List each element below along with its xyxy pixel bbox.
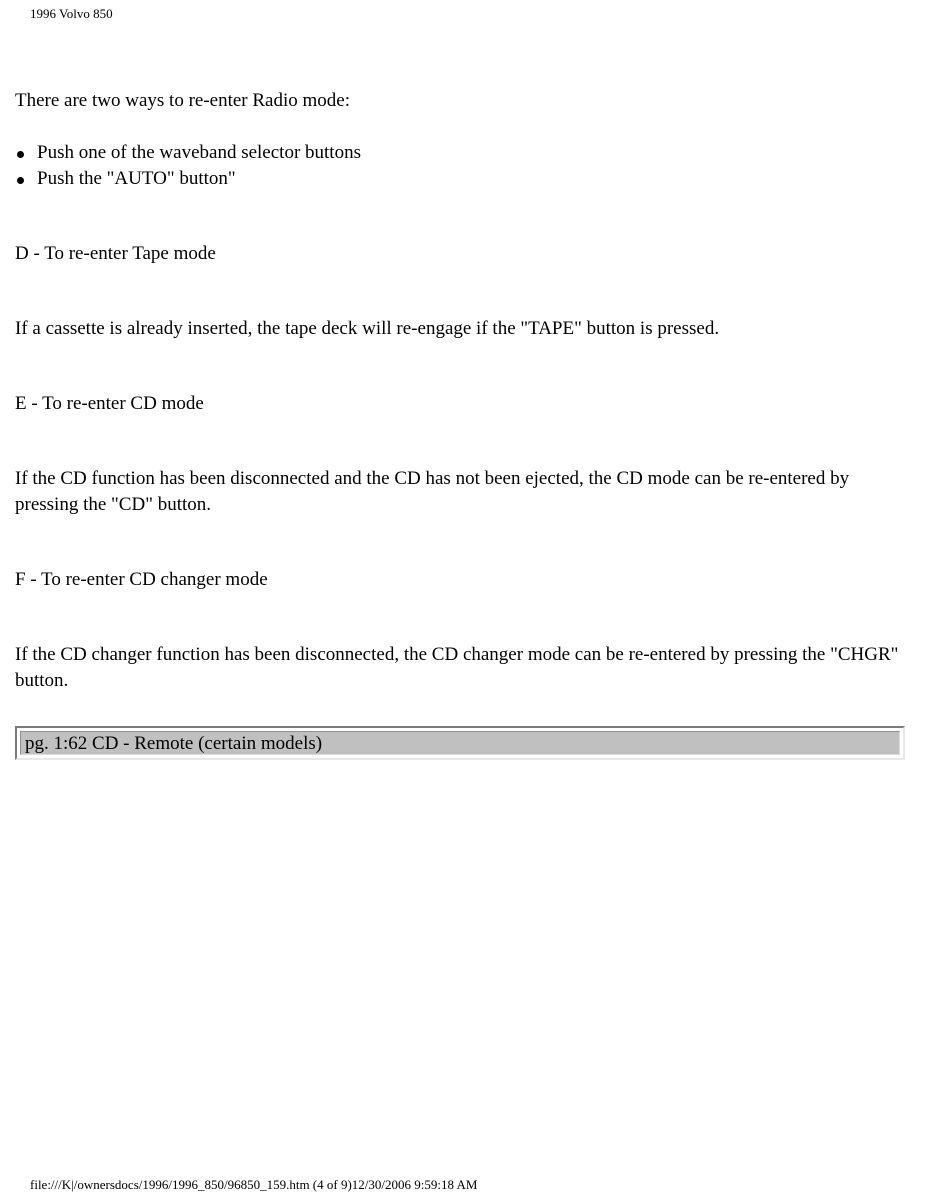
next-page-link[interactable]: pg. 1:62 CD - Remote (certain models) [20,731,900,755]
document-body [15,88,905,694]
section-e-heading: E - To re-enter CD mode [15,393,204,414]
bullet-icon [17,151,24,158]
list-item-text: Push one of the waveband selector buttons [37,142,361,163]
file-path-footer: file:///K|/ownersdocs/1996/1996_850/96850_159.htm (4 of 9)12/30/2006 9:59:18 AM [30,1177,478,1192]
radio-mode-list [15,140,905,192]
list-item [15,140,905,166]
bullet-icon [17,177,24,184]
section-f-body: If the CD changer function has been disconnected, the CD changer mode can be re-entered by pressing the "CHGR" button. [15,644,899,691]
document-header-title: 1996 Volvo 850 [30,6,113,21]
next-page-link-box[interactable] [15,726,905,760]
section-f-heading: F - To re-enter CD changer mode [15,569,268,590]
list-item-text: Push the "AUTO" button" [37,168,236,189]
intro-paragraph: There are two ways to re-enter Radio mode: [15,90,351,111]
list-item [15,166,905,192]
section-d-body: If a cassette is already inserted, the tape deck will re-engage if the "TAPE" button is pressed. [15,318,720,339]
section-e-body: If the CD function has been disconnected and the CD has not been ejected, the CD mode can be re-entered by pressing the "CD" button. [15,468,850,515]
section-d-heading: D - To re-enter Tape mode [15,243,216,264]
